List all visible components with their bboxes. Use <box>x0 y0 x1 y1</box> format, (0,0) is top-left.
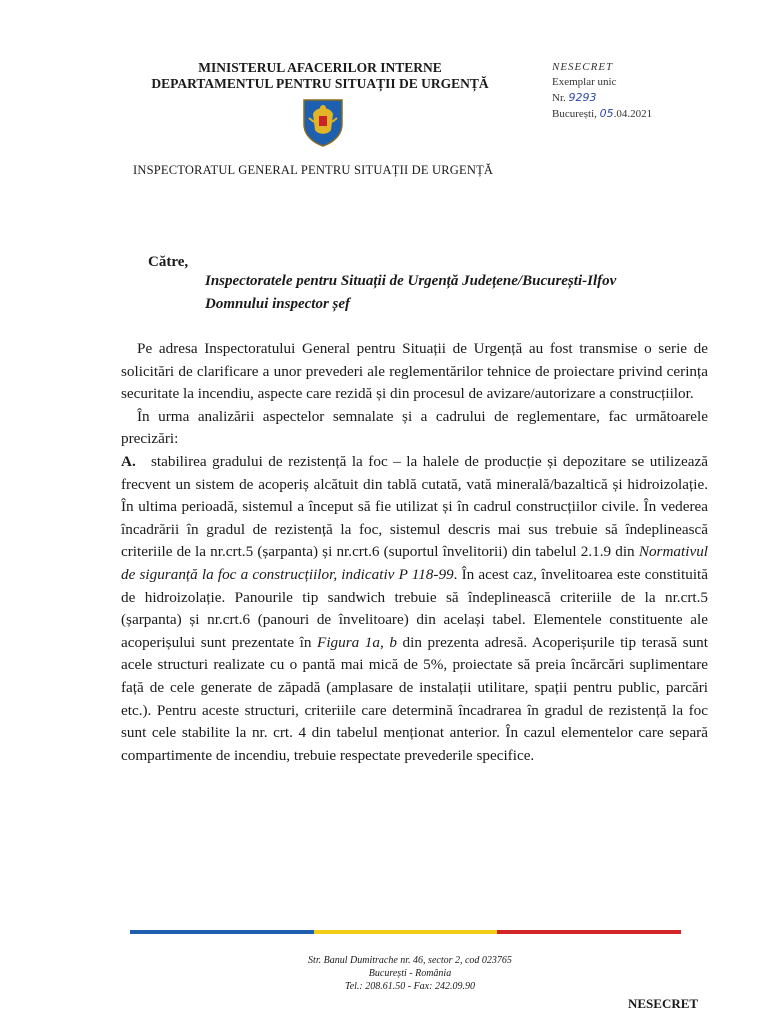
letter-body <box>121 338 708 767</box>
letterhead <box>140 60 500 92</box>
registration-date <box>552 106 652 122</box>
paragraph-analysis: În urma analizării aspectelor semnalate și a cadrului de reglementare, fac următoarele precizări: <box>121 407 708 448</box>
divider-red <box>497 930 681 934</box>
tricolor-divider <box>130 930 681 934</box>
figure-reference: Figura 1a, b <box>317 633 397 651</box>
address-street: Str. Banul Dumitrache nr. 46, sector 2, cod 023765 <box>308 955 512 966</box>
registration-block <box>552 60 652 122</box>
place-label: București, <box>552 108 597 120</box>
address-city: București - România <box>368 968 452 979</box>
number-value: 9293 <box>568 91 597 104</box>
inspectorate-name: INSPECTORATUL GENERAL PENTRU SITUAȚII DE URGENȚĂ <box>133 163 494 177</box>
point-a-text-2: . În acest caz, învelitoarea este constituită de hidroizolație. Panourile tip sandwich trebuie să îndeplinească criteriile de la nr.crt.5 (șarpanta) și nr.crt.6 (panouri de învelitoare) din același tabel. Elementele constituente ale acoperișului sunt prezentate în <box>121 565 708 651</box>
point-a-text-3: din prezenta adresă. Acoperișurile tip terasă sunt acele structuri realizate cu o pantă mai mică de 5%, proiectate să preia încărcări suplimentare față de cele generate de zăpadă (amplasare de instalații utilitare, spații pentru public, parcări etc.). Pentru aceste structuri, criteriile care determină încadrarea în gradul de rezistență la foc sunt cele stabilite la nr. crt. 4 din tabelul menționat anterior. În cazul elementelor care separă compartimente de incendiu, trebuie respectate prevederile specifice. <box>121 633 708 764</box>
date-month-year: .04.2021 <box>613 108 653 120</box>
footer-classification: NESECRET <box>628 996 699 1011</box>
date-day: 05 <box>599 107 614 120</box>
normative-reference: Normativul de siguranță la foc a construcțiilor, indicativ P 118-99 <box>121 543 709 583</box>
number-label: Nr. <box>552 92 566 104</box>
classification-mark: NESECRET <box>552 61 614 73</box>
recipients <box>205 270 616 316</box>
paragraph-intro: Pe adresa Inspectoratului General pentru Situații de Urgență au fost transmise o serie de solicitări de clarificare a unor prevederi ale reglementărilor tehnice de proiectare privind cerința securitate la incendiu, aspecte care rezidă și din procesul de avizare/autorizare a construcțiilor. <box>121 340 708 403</box>
salutation: Către, <box>148 254 189 270</box>
divider-yellow <box>314 930 498 934</box>
coat-of-arms-icon <box>300 96 346 148</box>
address-phone: Tel.: 208.61.50 - Fax: 242.09.90 <box>345 981 475 992</box>
point-a-text-1: stabilirea gradului de rezistență la foc – la halele de producție și depozitare se utilizează frecvent un sistem de acoperiș alcătuit din tablă cutată, vată minerală/bazaltică și hidroizolație. În ultima perioadă, sistemul a început să fie utilizat și în cadrul construcțiilor civile. În vederea încadrării în gradul de rezistență la foc, sistemul descris mai sus trebuie să îndeplinească criteriile de la nr.crt.5 (șarpanta) și nr.crt.6 (suportul învelitorii) din tabelul 2.1.9 din <box>121 452 708 561</box>
department-name: DEPARTAMENTUL PENTRU SITUAȚII DE URGENȚĂ <box>151 76 489 91</box>
ministry-name: MINISTERUL AFACERILOR INTERNE <box>198 60 442 75</box>
registration-number <box>552 90 652 106</box>
recipient-line-2: Domnului inspector șef <box>205 296 351 312</box>
recipient-line-1: Inspectoratele pentru Situații de Urgență Județene/București-Ilfov <box>205 273 617 289</box>
copy-note: Exemplar unic <box>552 76 617 88</box>
divider-blue <box>130 930 314 934</box>
footer-address <box>250 954 570 993</box>
paragraph-point-a <box>121 451 708 767</box>
point-a-label: A. <box>121 452 136 470</box>
